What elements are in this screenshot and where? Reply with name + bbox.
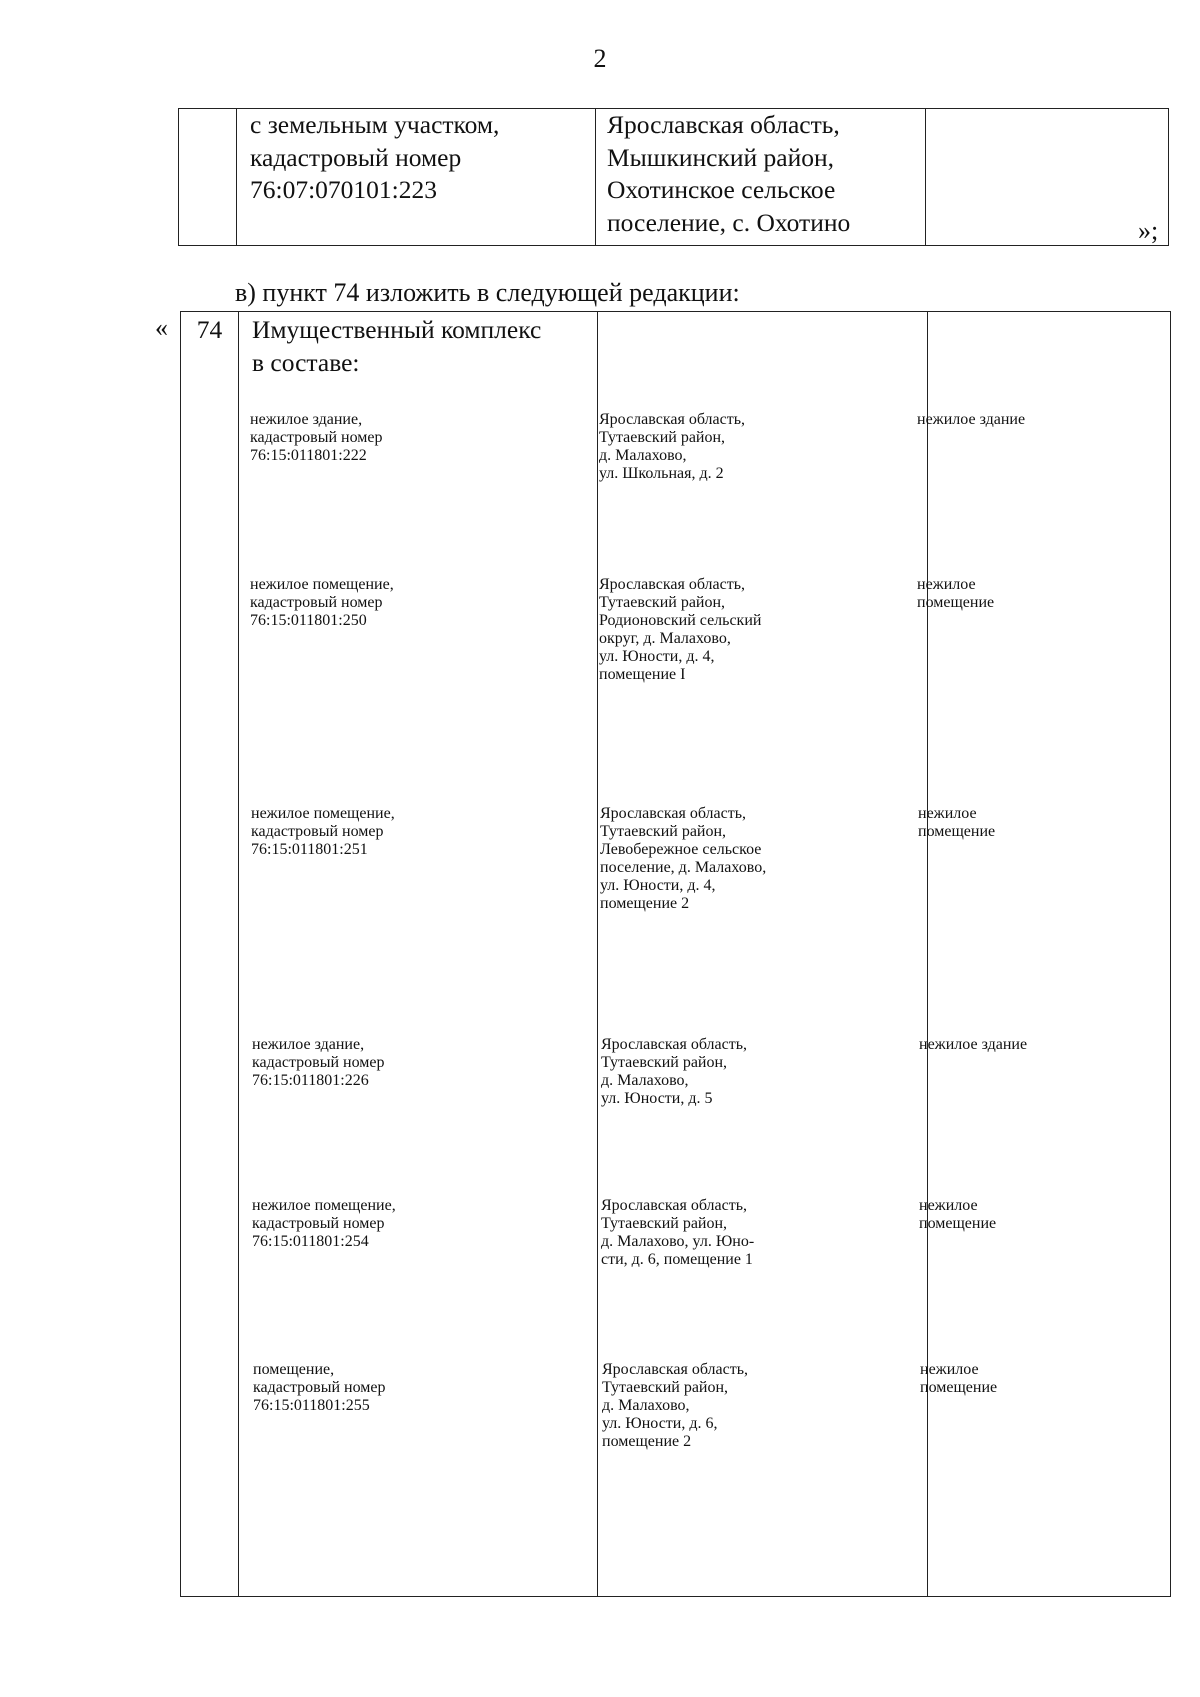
entry-3-type: нежилое помещение (918, 805, 996, 840)
object-cell: с земельным участком, кадастровый номер 76:07:070101:223 (237, 109, 596, 246)
entry-6-type: нежилое помещение (920, 1361, 998, 1396)
entry-5-object: нежилое помещение, кадастровый номер 76:15:011801:254 (252, 1197, 396, 1250)
entry-1-address: Ярославская область, Тутаевский район, д. Малахово, ул. Школьная, д. 2 (599, 411, 746, 482)
entry-1-type: нежилое здание (917, 411, 1026, 428)
entry-4-object: нежилое здание, кадастровый номер 76:15:011801:226 (252, 1036, 385, 1089)
complex-heading: Имущественный комплекс в составе: (252, 315, 542, 377)
entry-4-address: Ярославская область, Тутаевский район, д. Малахово, ул. Юности, д. 5 (601, 1036, 748, 1107)
instruction-text: в) пункт 74 изложить в следующей редакции: (235, 278, 740, 307)
row-number-cell (179, 109, 237, 246)
entry-3-address: Ярославская область, Тутаевский район, Левобережное сельское поселение, д. Малахово, ул. Юности, д. 4, помещение 2 (600, 805, 767, 912)
entry-2-address: Ярославская область, Тутаевский район, Родионовский сельский округ, д. Малахово, ул. Юности, д. 4, помещение I (599, 576, 762, 683)
entry-5-address: Ярославская область, Тутаевский район, д. Малахово, ул. Юно- сти, д. 6, помещение 1 (601, 1197, 755, 1268)
entry-1-object: нежилое здание, кадастровый номер 76:15:011801:222 (250, 411, 383, 464)
table-continued (178, 108, 1169, 246)
entry-4-type: нежилое здание (919, 1036, 1028, 1053)
entry-6-object: помещение, кадастровый номер 76:15:011801:255 (253, 1361, 386, 1414)
entry-5-type: нежилое помещение (919, 1197, 997, 1232)
row-number-cell: 74 (181, 312, 239, 1597)
table-row (179, 109, 1169, 246)
page-number: 2 (593, 44, 607, 73)
entry-3-object: нежилое помещение, кадастровый номер 76:15:011801:251 (251, 805, 395, 858)
entry-6-address: Ярославская область, Тутаевский район, д. Малахово, ул. Юности, д. 6, помещение 2 (602, 1361, 749, 1450)
closing-quote-mark: »; (1138, 216, 1159, 245)
entry-2-type: нежилое помещение (917, 576, 995, 611)
type-cell (926, 109, 1169, 246)
entry-2-object: нежилое помещение, кадастровый номер 76:15:011801:250 (250, 576, 394, 629)
address-cell: Ярославская область, Мышкинский район, Охотинское сельское поселение, с. Охотино (596, 109, 926, 246)
opening-quote-mark: « (155, 313, 168, 342)
type-column (928, 312, 1171, 1597)
